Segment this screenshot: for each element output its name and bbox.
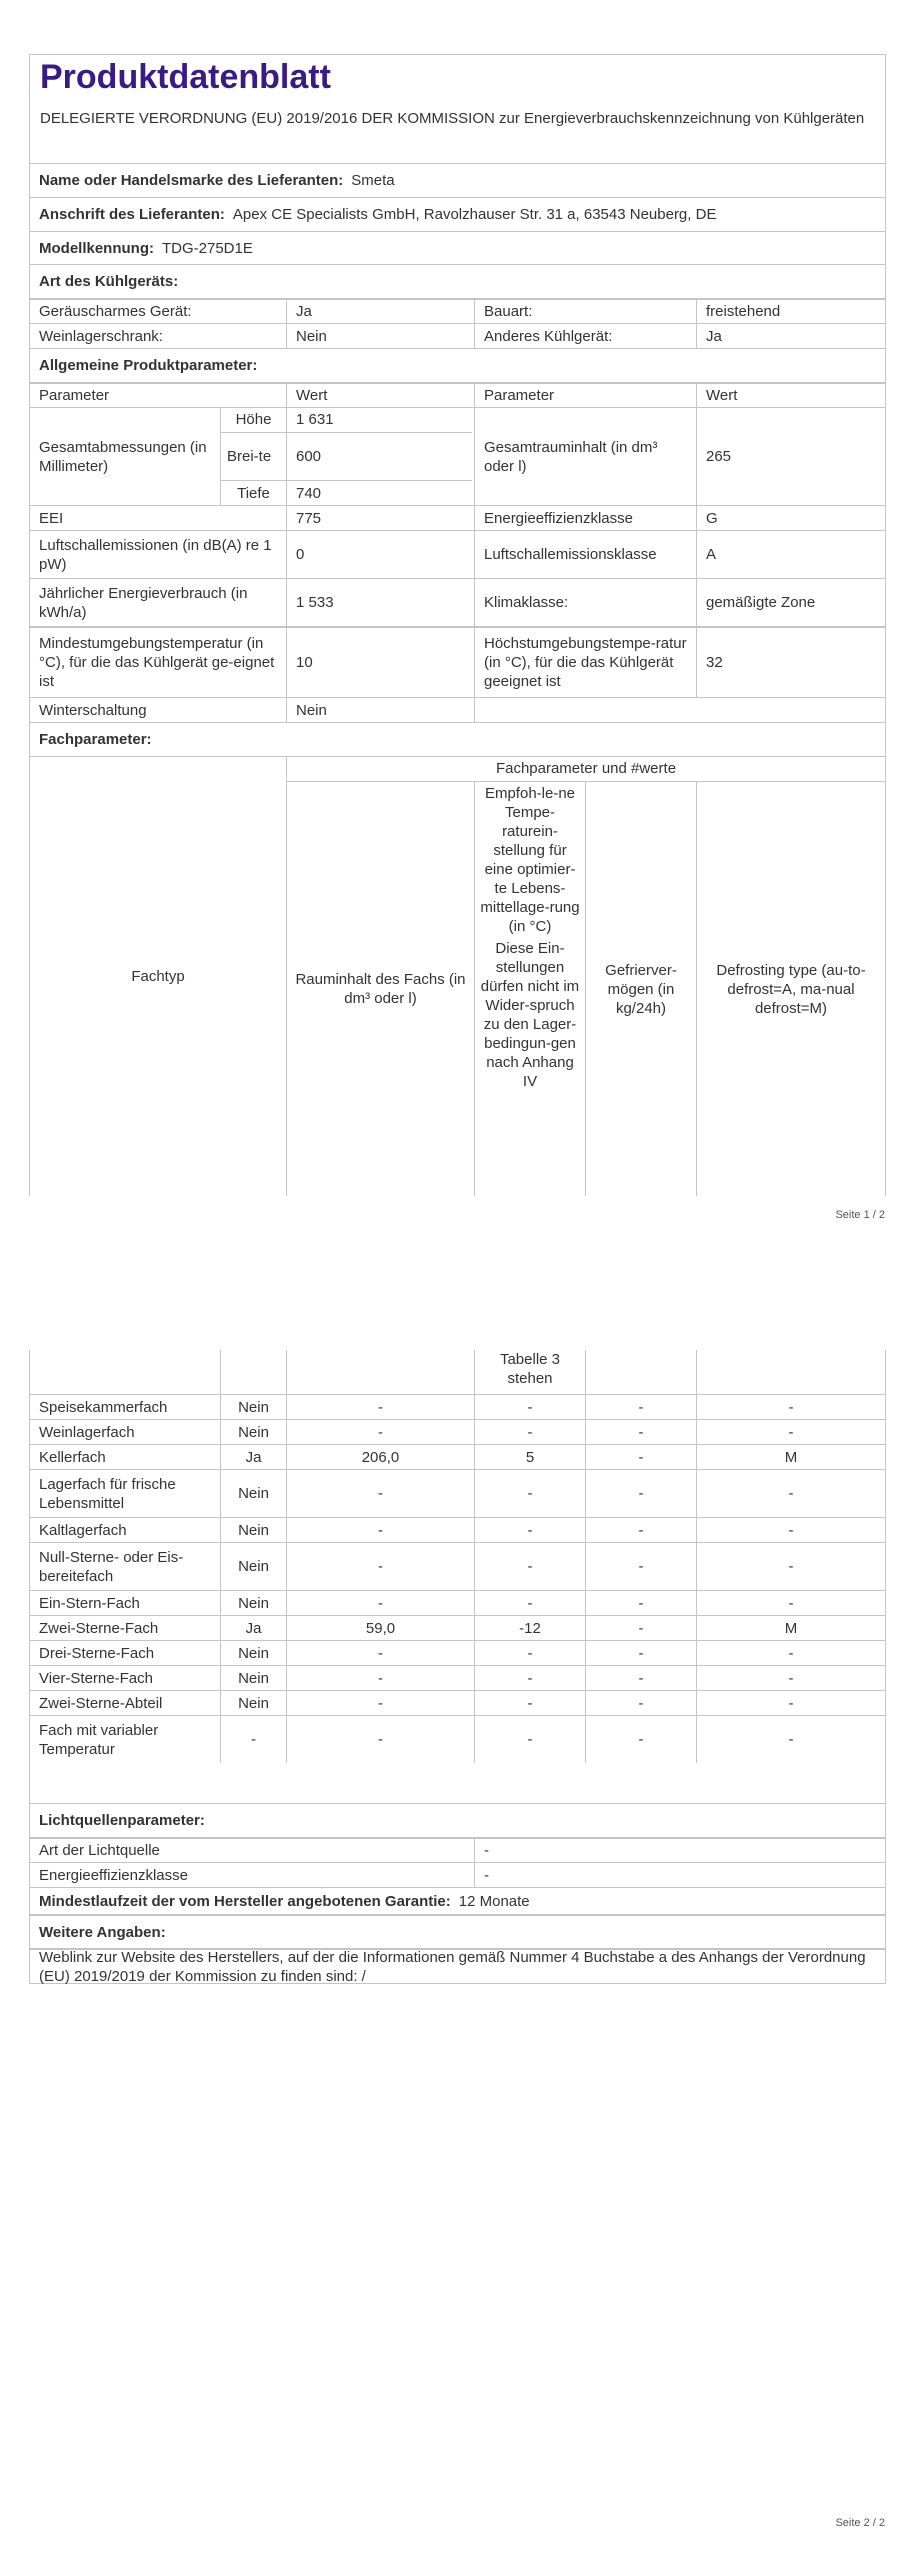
col-compartment-type: Fachtyp (131, 968, 185, 985)
compartment-defrost-type: - (696, 1666, 885, 1690)
design-value: freistehend (696, 300, 885, 323)
depth-row (220, 480, 472, 505)
compartment-volume: - (286, 1420, 474, 1444)
compartment-present: Nein (220, 1691, 286, 1715)
height-value: 1 631 (286, 407, 472, 432)
compartment-volume: - (286, 1518, 474, 1542)
compartment-temperature: - (474, 1420, 585, 1444)
table-row (30, 1444, 885, 1469)
eei-row (30, 505, 885, 530)
compartment-name: Drei-Sterne-Fach (39, 1644, 155, 1662)
col-parameter-1: Parameter (39, 387, 110, 404)
general-header-row (30, 382, 885, 407)
compartment-present: Nein (220, 1420, 286, 1444)
col-defrost: Defrosting type (au-to-defrost=A, ma-nual defrost=M) (696, 782, 885, 1196)
compartment-freezing-capacity: - (585, 1716, 696, 1763)
min-temp-value: 10 (286, 628, 474, 697)
compartment-freezing-capacity: - (585, 1518, 696, 1542)
light-type-value: - (474, 1839, 885, 1862)
compartment-heading: Fachparameter: (39, 731, 152, 748)
further-heading: Weitere Angaben: (39, 1923, 166, 1941)
compartment-temperature: - (474, 1591, 585, 1615)
supplier-name-label: Name oder Handelsmarke des Lieferanten: (39, 172, 344, 189)
col-freeze: Gefrierver-mögen (in kg/24h) (585, 782, 696, 1196)
compartment-freezing-capacity: - (585, 1420, 696, 1444)
compartment-temperature: - (474, 1470, 585, 1517)
compartment-present: Nein (220, 1395, 286, 1419)
compartment-defrost-type: - (696, 1420, 885, 1444)
compartment-freezing-capacity: - (585, 1445, 696, 1469)
table-row (30, 1615, 885, 1640)
compartment-temperature: - (474, 1543, 585, 1590)
supplier-address-label: Anschrift des Lieferanten: (39, 206, 225, 223)
height-row (220, 407, 472, 432)
compartment-freezing-capacity: - (585, 1591, 696, 1615)
compartment-defrost-type: - (696, 1591, 885, 1615)
warranty-row (30, 1887, 885, 1914)
further-text-row (30, 1948, 885, 1984)
compartment-defrost-type: - (696, 1691, 885, 1715)
col-group-row (286, 756, 885, 781)
compartment-volume: - (286, 1716, 474, 1763)
compartment-temperature: - (474, 1395, 585, 1419)
width-row (220, 432, 472, 480)
table-row (30, 1590, 885, 1615)
col-value-1: Wert (286, 384, 474, 407)
light-type-label: Art der Lichtquelle (39, 1842, 160, 1859)
compartment-defrost-type: - (696, 1716, 885, 1763)
design-label: Bauart: (474, 300, 696, 323)
energy-value: 1 533 (286, 579, 474, 626)
page-number-2: Seite 2 / 2 (835, 2517, 885, 2529)
compartment-volume: - (286, 1691, 474, 1715)
compartment-defrost-type: M (696, 1445, 885, 1469)
datasheet-frame-page-2 (29, 1350, 886, 1984)
supplier-name-row (30, 163, 885, 197)
compartment-name: Ein-Stern-Fach (39, 1594, 140, 1612)
other-device-value: Ja (696, 324, 885, 348)
compartment-temperature: -12 (474, 1616, 585, 1640)
min-temp-label: Mindestumgebungstemperatur (in °C), für die das Kühlgerät ge-eignet ist (39, 635, 275, 690)
col-temp-part-b: Diese Ein-stellungen dürfen nicht im Wider-spruch zu den Lager-bedingun-gen nach Anhang IV (480, 940, 580, 1090)
compartment-freezing-capacity: - (585, 1470, 696, 1517)
warranty-label: Mindestlaufzeit der vom Hersteller angebotenen Garantie: (39, 1892, 451, 1910)
table-row (30, 1394, 885, 1419)
compartment-present: Nein (220, 1470, 286, 1517)
compartment-name: Lagerfach für frische Lebensmittel (39, 1475, 176, 1512)
compartment-temperature: - (474, 1518, 585, 1542)
compartment-volume: - (286, 1543, 474, 1590)
depth-label: Tiefe (220, 481, 286, 505)
model-row (30, 231, 885, 264)
compartment-name: Zwei-Sterne-Abteil (39, 1694, 163, 1712)
supplier-address-row (30, 197, 885, 231)
compartment-name: Vier-Sterne-Fach (39, 1669, 153, 1687)
low-noise-value: Ja (286, 300, 474, 323)
general-heading: Allgemeine Produktparameter: (39, 357, 258, 374)
compartment-freezing-capacity: - (585, 1666, 696, 1690)
compartment-name: Zwei-Sterne-Fach (39, 1619, 159, 1637)
temperature-row (30, 626, 885, 697)
compartment-present: Nein (220, 1518, 286, 1542)
compartment-defrost-type: - (696, 1641, 885, 1665)
max-temp-value: 32 (696, 628, 885, 697)
compartment-present: Nein (220, 1666, 286, 1690)
table-row (30, 1640, 885, 1665)
compartment-volume: 59,0 (286, 1616, 474, 1640)
wine-cabinet-label: Weinlagerschrank: (39, 327, 163, 345)
eei-value: 775 (286, 506, 474, 530)
compartment-freezing-capacity: - (585, 1395, 696, 1419)
light-heading: Lichtquellenparameter: (39, 1812, 205, 1829)
further-heading-row (30, 1914, 885, 1948)
compartment-name: Kaltlagerfach (39, 1521, 127, 1539)
low-noise-row (30, 298, 885, 323)
efficiency-class-label: Energieeffizienzklasse (474, 506, 696, 530)
compartment-freezing-capacity: - (585, 1691, 696, 1715)
height-label: Höhe (220, 407, 286, 432)
compartment-temperature: - (474, 1691, 585, 1715)
compartment-freezing-capacity: - (585, 1616, 696, 1640)
light-heading-row (30, 1803, 885, 1837)
supplier-address-value: Apex CE Specialists GmbH, Ravolzhauser Str. 31 a, 63543 Neuberg, DE (232, 206, 717, 223)
energy-label: Jährlicher Energieverbrauch (in kWh/a) (39, 584, 248, 621)
wine-cabinet-value: Nein (286, 324, 474, 348)
compartment-temperature: - (474, 1716, 585, 1763)
other-device-label: Anderes Kühlgerät: (474, 324, 696, 348)
compartment-temperature: - (474, 1666, 585, 1690)
col-volume: Rauminhalt des Fachs (in dm³ oder l) (286, 782, 474, 1196)
winter-value: Nein (286, 698, 474, 722)
wine-cabinet-row (30, 323, 885, 348)
compartment-name: Null-Sterne- oder Eis-bereitefach (39, 1548, 184, 1585)
compartment-defrost-type: - (696, 1543, 885, 1590)
width-label: Brei-te (220, 433, 286, 480)
noise-row (30, 530, 885, 578)
total-volume-value: 265 (696, 408, 885, 505)
compartment-present: Nein (220, 1641, 286, 1665)
noise-class-label: Luftschallemissionsklasse (474, 531, 696, 578)
table-row (30, 1469, 885, 1517)
compartment-present: Ja (220, 1445, 286, 1469)
light-class-label: Energieeffizienzklasse (39, 1866, 188, 1884)
compartment-volume: - (286, 1641, 474, 1665)
compartment-freezing-capacity: - (585, 1543, 696, 1590)
compartment-volume: - (286, 1470, 474, 1517)
warranty-value: 12 Monate (458, 1892, 530, 1910)
compartment-name: Speisekammerfach (39, 1398, 168, 1416)
compartment-heading-row (30, 722, 885, 756)
winter-row (30, 697, 885, 722)
compartment-volume: - (286, 1395, 474, 1419)
depth-value: 740 (286, 481, 472, 505)
col-temp-part-c: Tabelle 3 stehen (474, 1350, 585, 1394)
col-value-2: Wert (696, 384, 885, 407)
compartment-name: Weinlagerfach (39, 1423, 135, 1441)
compartment-temperature: 5 (474, 1445, 585, 1469)
device-type-heading: Art des Kühlgeräts: (39, 273, 179, 290)
noise-label: Luftschallemissionen (in dB(A) re 1 pW) (39, 536, 272, 573)
winter-label: Winterschaltung (39, 701, 147, 719)
low-noise-label: Geräuscharmes Gerät: (39, 303, 192, 320)
light-class-value: - (474, 1863, 885, 1887)
dimensions-label: Gesamtabmessungen (in Millimeter) (39, 438, 207, 475)
compartment-defrost-type: - (696, 1470, 885, 1517)
compartment-defrost-type: M (696, 1616, 885, 1640)
noise-value: 0 (286, 531, 474, 578)
energy-row (30, 578, 885, 626)
width-value: 600 (286, 433, 472, 480)
supplier-name-value: Smeta (351, 172, 395, 189)
page-number-1: Seite 1 / 2 (835, 1209, 885, 1221)
compartment-volume: 206,0 (286, 1445, 474, 1469)
compartment-volume: - (286, 1591, 474, 1615)
general-heading-row (30, 348, 885, 382)
eei-label: EEI (39, 509, 64, 527)
table-row (30, 1665, 885, 1690)
header-continuation-row (30, 1350, 885, 1394)
model-value: TDG-275D1E (162, 239, 253, 257)
efficiency-class-value: G (696, 506, 885, 530)
total-volume-label: Gesamtrauminhalt (in dm³ oder l) (474, 408, 696, 505)
further-text: Weblink zur Website des Herstellers, auf der die Informationen gemäß Nummer 4 Buchstabe a des Anhangs der Verordnung (EU) 2019/2019 der Kommission zu finden sind: / (39, 1948, 866, 1985)
page-title: Produktdatenblatt (40, 58, 331, 96)
noise-class-value: A (696, 531, 885, 578)
light-class-row (30, 1862, 885, 1887)
compartment-present: Nein (220, 1543, 286, 1590)
light-type-row (30, 1837, 885, 1862)
table-row (30, 1715, 885, 1763)
table-row (30, 1419, 885, 1444)
col-parameter-2: Parameter (474, 384, 696, 407)
subheader-row (286, 781, 885, 1196)
model-label: Modellkennung: (39, 239, 154, 257)
max-temp-label: Höchstumgebungstempe-ratur (in °C), für die das Kühlgerät geeignet ist (474, 628, 696, 697)
compartment-present: - (220, 1716, 286, 1763)
winter-empty (474, 698, 885, 722)
compartment-freezing-capacity: - (585, 1641, 696, 1665)
table-row (30, 1542, 885, 1590)
climate-value: gemäßigte Zone (696, 579, 885, 626)
col-temp-part-a: Empfoh-le-ne Tempe-raturein-stellung für eine optimier-te Lebens-mittellage-rung (in °C) (480, 785, 580, 935)
climate-label: Klimaklasse: (474, 579, 696, 626)
compartment-present: Ja (220, 1616, 286, 1640)
compartment-volume: - (286, 1666, 474, 1690)
datasheet-frame-page-1 (29, 54, 886, 1196)
compartment-defrost-type: - (696, 1518, 885, 1542)
table-row (30, 1517, 885, 1542)
compartment-temperature: - (474, 1641, 585, 1665)
compartment-name: Kellerfach (39, 1448, 106, 1466)
col-group-header: Fachparameter und #werte (286, 756, 885, 781)
device-type-heading-row (30, 264, 885, 298)
compartment-present: Nein (220, 1591, 286, 1615)
compartment-name: Fach mit variabler Temperatur (39, 1721, 159, 1758)
page-2 (0, 1280, 905, 2560)
table-row (30, 1690, 885, 1715)
regulation-subtitle: DELEGIERTE VERORDNUNG (EU) 2019/2016 DER KOMMISSION zur Energieverbrauchskennzeichnung von Kühlgeräten (40, 110, 865, 127)
compartment-defrost-type: - (696, 1395, 885, 1419)
